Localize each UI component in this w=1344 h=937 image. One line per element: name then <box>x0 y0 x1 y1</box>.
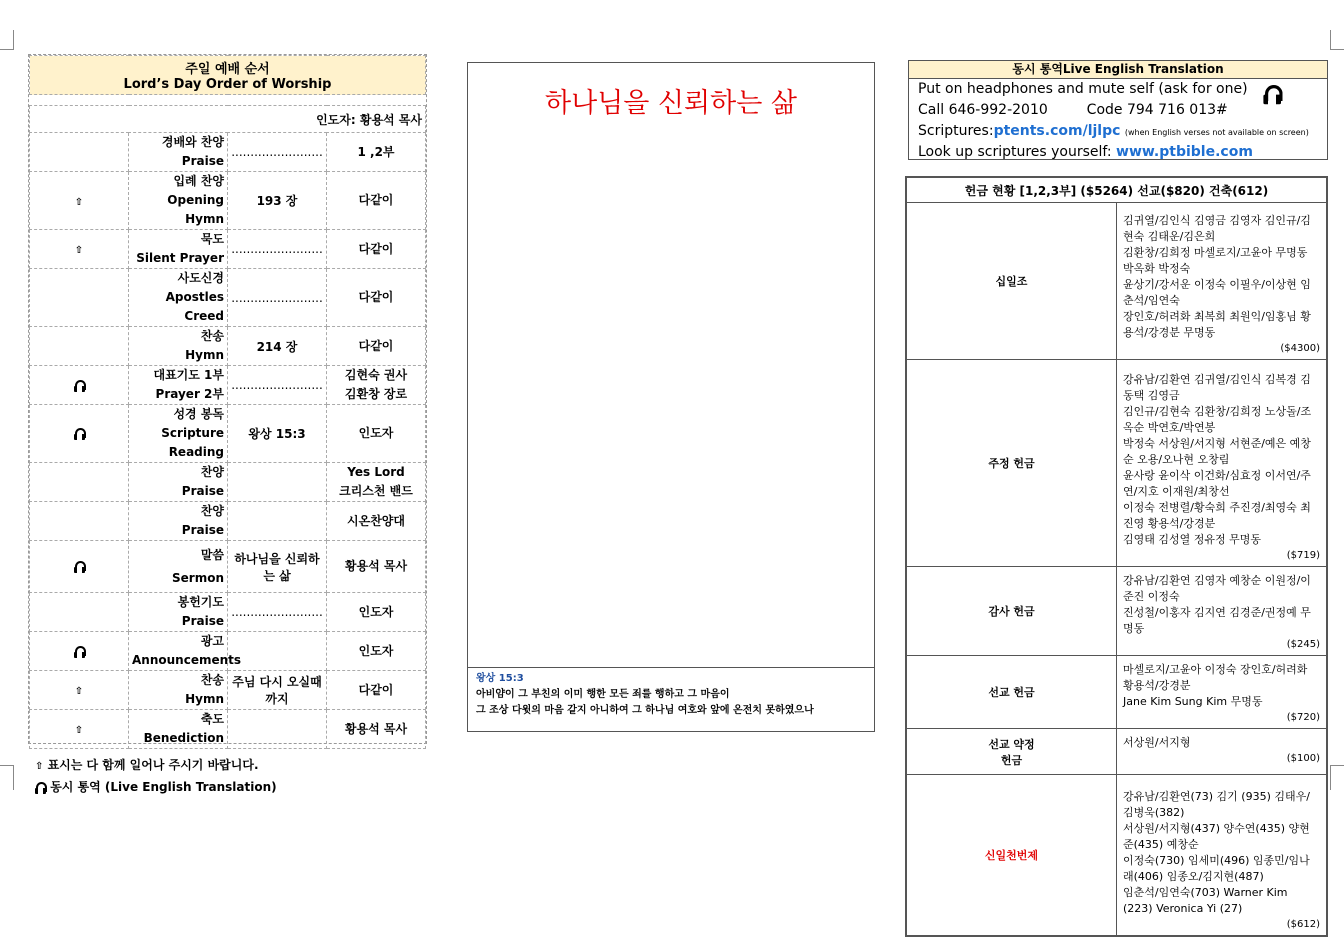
crop-mark <box>0 49 14 50</box>
item-name-en: Praise <box>181 614 224 628</box>
scripture-box <box>468 667 874 722</box>
sermon-panel <box>467 62 875 732</box>
item-detail: ........................ <box>228 230 327 269</box>
stand-up-icon: ⇧ <box>74 196 84 208</box>
stand-up-icon: ⇧ <box>74 245 84 256</box>
order-row <box>30 230 426 269</box>
item-detail <box>228 710 327 749</box>
item-detail: 왕상 15:3 <box>228 405 327 463</box>
offering-amount: ($245) <box>1286 639 1320 650</box>
item-name-ko: 찬송 <box>200 329 224 343</box>
donor-list-line: 강유남/김환연 김귀열/김인식 김복경 김동택 김영금 <box>1123 373 1311 402</box>
item-name-en: Sermon <box>172 570 224 585</box>
translation-box <box>908 60 1328 160</box>
item-detail <box>228 463 327 502</box>
scripture-reference: 왕상 15:3 <box>476 673 524 684</box>
item-name-en: Silent Prayer <box>136 251 224 265</box>
offering-amount: ($720) <box>1286 712 1320 723</box>
donor-list-line: 진성철/이홍자 김지연 김경준/권정예 무명동 <box>1123 606 1311 635</box>
donor-list-line: 장인호/허려화 최복희 최원익/임홍님 황용석/강경분 무명동 <box>1123 310 1311 339</box>
item-name-en: Apostles Creed <box>165 290 224 323</box>
item-name-ko: 찬송 <box>200 673 224 687</box>
scriptures-note: (when English verses not available on screen) <box>1124 128 1309 137</box>
item-person: 다같이 <box>358 682 394 697</box>
offering-category: 신일천번제 <box>984 849 1039 862</box>
item-name-en: Praise <box>181 154 224 168</box>
item-name-ko: 대표기도 1부 <box>153 368 224 382</box>
item-name-en: Announcements <box>132 653 242 667</box>
scriptures-line <box>909 121 1327 142</box>
order-row <box>30 671 426 710</box>
translation-header: 동시 통역Live English Translation <box>909 61 1327 79</box>
headphones-icon <box>74 380 85 392</box>
donor-list-line: 이정숙(730) 임세미(496) 임종민/임나래(406) 임종오/김지현(487) <box>1123 854 1310 883</box>
offering-category: 선교 헌금 <box>988 686 1035 699</box>
order-notes <box>29 749 426 804</box>
item-person: 시온찬양대 <box>347 513 405 528</box>
stand-note: 표시는 다 함께 일어나 주시기 바랍니다. <box>47 758 259 772</box>
item-person: 인도자 <box>358 604 394 619</box>
item-name-en: Praise <box>181 523 224 537</box>
translation-note: 동시 통역 (Live English Translation) <box>50 780 277 794</box>
item-name-en: Benediction <box>143 731 224 745</box>
item-detail: ........................ <box>228 366 327 405</box>
item-detail: ........................ <box>228 269 327 327</box>
crop-mark <box>13 30 14 50</box>
item-name-ko: 입례 찬양 <box>173 174 224 188</box>
order-row <box>30 133 426 172</box>
donor-list-line: 박정숙 서상원/서지형 서현준/예은 예창순 오용/오나현 오창림 <box>1123 437 1311 466</box>
headphones-icon <box>35 782 46 794</box>
offering-row <box>907 360 1327 567</box>
order-table <box>29 55 426 749</box>
lookup-line <box>909 142 1327 163</box>
scriptures-label: Scriptures: <box>918 123 994 139</box>
offering-row <box>907 567 1327 656</box>
donor-list-line: 서상원/서지형 <box>1123 736 1191 749</box>
item-detail <box>228 632 327 671</box>
order-row <box>30 405 426 463</box>
offering-report <box>905 176 1328 937</box>
offering-category: 십일조 <box>995 275 1028 288</box>
donor-list-line: 임춘석/임연숙(703) Warner Kim (223) Veronica Yi (27) <box>1123 886 1288 915</box>
offering-category: 주정 헌금 <box>988 457 1035 470</box>
offering-category: 선교 약정 <box>988 737 1035 751</box>
item-name-ko: 찬양 <box>200 504 224 518</box>
worship-leader: 인도자: 황용석 목사 <box>30 106 426 133</box>
headphones-icon <box>74 561 85 573</box>
crop-mark <box>1330 49 1344 50</box>
item-person: 김환창 장로 <box>344 387 408 401</box>
item-person: 다같이 <box>358 193 394 207</box>
headphones-icon <box>1263 85 1281 104</box>
order-title-ko: 주일 예배 순서 <box>185 62 270 77</box>
item-person: 다같이 <box>358 290 394 304</box>
item-person: 다같이 <box>358 338 394 353</box>
call-number: Call 646-992-2010 <box>918 102 1048 118</box>
item-person: 인도자 <box>358 426 394 440</box>
order-row <box>30 269 426 327</box>
donor-list-line: 마셀로지/고윤아 이정숙 장인호/허려화 황용석/강경분 <box>1123 663 1308 692</box>
crop-mark <box>13 765 14 790</box>
donor-list-line: 이정숙 전병렬/황숙희 주진경/최영숙 최진영 황용석/강경분 <box>1123 501 1311 530</box>
stand-up-icon: ⇧ <box>74 686 84 697</box>
order-row <box>30 710 426 749</box>
crop-mark <box>1330 30 1331 50</box>
scripture-line: 아비얌이 그 부친의 이미 행한 모든 죄를 행하고 그 마음이 <box>476 689 730 700</box>
access-code: Code 794 716 013# <box>1086 102 1228 118</box>
donor-list-line: 서상원/서지형(437) 양수연(435) 양현준(435) 예창순 <box>1123 822 1310 851</box>
order-row <box>30 593 426 632</box>
item-name-ko: 경배와 찬양 <box>161 135 224 149</box>
offering-table <box>906 177 1327 936</box>
item-detail: ........................ <box>228 593 327 632</box>
item-name-ko: 봉헌기도 <box>177 595 224 609</box>
offering-category: 감사 헌금 <box>988 605 1035 618</box>
crop-mark <box>1330 765 1344 766</box>
donor-list-line: 김인규/김현숙 김환창/김희정 노상돌/조옥순 박연호/박연봉 <box>1123 405 1312 434</box>
item-person: 황용석 목사 <box>344 559 408 573</box>
order-row <box>30 172 426 230</box>
item-name-ko: 광고 <box>200 634 224 648</box>
item-detail <box>228 502 327 541</box>
offering-amount: ($719) <box>1286 550 1320 561</box>
order-row <box>30 366 426 405</box>
item-name-en: Scripture Reading <box>161 426 224 459</box>
stand-up-icon: ⇧ <box>74 725 84 736</box>
item-person: 인도자 <box>358 643 394 658</box>
order-row <box>30 463 426 502</box>
offering-row <box>907 775 1327 936</box>
item-name-ko: 성경 봉독 <box>173 407 224 421</box>
item-name-ko: 사도신경 <box>177 271 224 285</box>
item-name-en: Prayer 2부 <box>155 387 224 401</box>
item-person: Yes Lord <box>347 465 405 479</box>
item-detail: 214 장 <box>228 327 327 366</box>
crop-mark <box>1330 765 1331 790</box>
order-row <box>30 502 426 541</box>
offering-row <box>907 729 1327 775</box>
item-person: 크리스천 밴드 <box>339 484 413 498</box>
offering-category: 헌금 <box>1000 753 1023 767</box>
order-of-worship <box>28 54 427 794</box>
donor-list-line: Jane Kim Sung Kim 무명동 <box>1123 695 1263 708</box>
item-person: 1 ,2부 <box>357 144 395 159</box>
lookup-label: Look up scriptures yourself: <box>918 144 1112 160</box>
item-name-ko: 찬양 <box>200 465 224 479</box>
stand-up-icon: ⇧ <box>35 761 44 772</box>
item-detail: 주님 다시 오실때까지 <box>228 671 327 710</box>
donor-list-line: 윤사랑 윤이삭 이건화/심효정 이서연/주연/지호 이재원/최창선 <box>1123 469 1311 498</box>
item-person: 다같이 <box>358 241 394 256</box>
offering-amount: ($4300) <box>1280 343 1320 354</box>
sermon-title: 하나님을 신뢰하는 삶 <box>545 88 797 119</box>
order-title-en: Lord’s Day Order of Worship <box>123 77 332 92</box>
item-name-ko: 말씀 <box>200 547 224 562</box>
item-detail: ........................ <box>228 133 327 172</box>
lookup-link[interactable]: www.ptbible.com <box>1116 144 1253 160</box>
offering-amount: ($612) <box>1286 919 1320 930</box>
donor-list-line: 김귀열/김인식 김영금 김영자 김인규/김현숙 김태운/김은희 <box>1123 214 1311 243</box>
scripture-line: 그 조상 다윗의 마음 같지 아니하여 그 하나님 여호와 앞에 온전치 못하였으나 <box>476 705 814 716</box>
item-detail: 193 장 <box>228 172 327 230</box>
donor-list-line: 강유남/김환연(73) 김기 (935) 김태우/김병욱(382) <box>1123 790 1310 819</box>
scriptures-link[interactable]: ptents.com/ljlpc <box>993 123 1121 139</box>
donor-list-line: 김환창/김희정 마셀로지/고윤아 무명동 박옥화 박정숙 <box>1123 246 1308 275</box>
order-header <box>30 56 426 95</box>
order-row <box>30 541 426 593</box>
donor-list-line: 강유남/김환연 김영자 예창순 이원정/이준진 이정숙 <box>1123 574 1311 603</box>
item-name-ko: 묵도 <box>200 232 224 246</box>
offering-title: 헌금 현황 [1,2,3부] ($5264) 선교($820) 건축(612) <box>907 178 1327 203</box>
item-detail: 하나님을 신뢰하는 삶 <box>228 541 327 593</box>
item-name-en: Hymn <box>185 348 224 362</box>
offering-amount: ($100) <box>1286 753 1320 764</box>
offering-row <box>907 203 1327 360</box>
translation-instructions: Put on headphones and mute self (ask for one) <box>918 81 1248 97</box>
item-person: 김현숙 권사 <box>344 368 408 382</box>
order-row <box>30 632 426 671</box>
crop-mark <box>0 765 14 766</box>
item-name-en: Hymn <box>185 692 224 706</box>
item-name-en: Opening Hymn <box>167 193 224 226</box>
headphones-icon <box>74 646 85 658</box>
item-person: 황용석 목사 <box>344 721 408 736</box>
donor-list-line: 윤상기/강서운 이정숙 이필우/이상현 임춘석/임연숙 <box>1123 278 1311 307</box>
offering-row <box>907 656 1327 729</box>
item-name-ko: 축도 <box>200 712 224 726</box>
order-row <box>30 327 426 366</box>
item-name-en: Praise <box>181 484 224 498</box>
headphones-icon <box>74 428 85 440</box>
donor-list-line: 김영태 김성열 정유정 무명동 <box>1123 533 1262 546</box>
